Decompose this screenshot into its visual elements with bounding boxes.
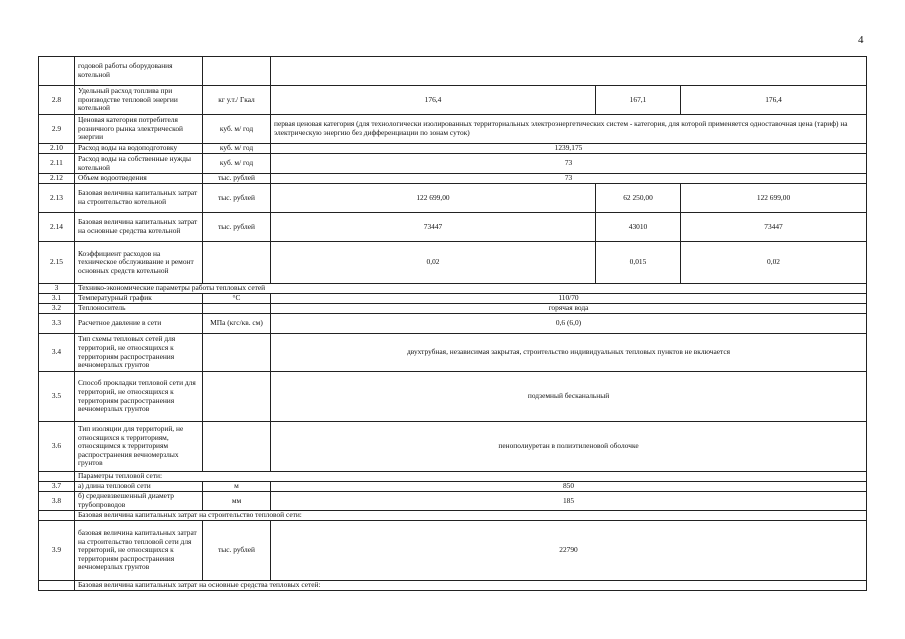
unit-cell: кг у.т./ Гкал <box>203 86 271 115</box>
section-heading: Базовая величина капитальных затрат на основные средства тепловых сетей: <box>75 581 867 591</box>
unit-cell: тыс. рублей <box>203 521 271 581</box>
parameter-name: Базовая величина капитальных затрат на основные средства котельной <box>75 213 203 242</box>
row-number: 2.15 <box>39 242 75 284</box>
section-heading: Параметры тепловой сети: <box>75 472 867 482</box>
value-cell: 122 699,00 <box>271 184 596 213</box>
parameter-name: Расчетное давление в сети <box>75 314 203 334</box>
table-row <box>39 154 867 174</box>
row-number: 2.13 <box>39 184 75 213</box>
table-row <box>39 86 867 115</box>
value-cell: пенополиуретан в полиэтиленовой оболочке <box>271 422 867 472</box>
parameter-name: Теплоноситель <box>75 304 203 314</box>
table-row <box>39 144 867 154</box>
value-cell: 0,015 <box>596 242 681 284</box>
unit-cell <box>203 242 271 284</box>
table-row <box>39 213 867 242</box>
unit-cell: МПа (кгс/кв. см) <box>203 314 271 334</box>
parameter-name: годовой работы оборудования котельной <box>75 57 203 86</box>
table-row <box>39 372 867 422</box>
value-cell: 62 250,00 <box>596 184 681 213</box>
value-cell: 0,6 (6,0) <box>271 314 867 334</box>
table-row <box>39 174 867 184</box>
parameters-table <box>38 56 867 591</box>
value-cell: 167,1 <box>596 86 681 115</box>
value-cell: 850 <box>271 482 867 492</box>
value-cell: 1239,175 <box>271 144 867 154</box>
table-row <box>39 242 867 284</box>
section-heading: Технико-экономические параметры работы тепловых сетей <box>75 284 867 294</box>
table-row <box>39 581 867 591</box>
parameter-name: Объем водоотведения <box>75 174 203 184</box>
table-row <box>39 294 867 304</box>
value-cell: горячая вода <box>271 304 867 314</box>
row-number: 3.3 <box>39 314 75 334</box>
value-cell: 73447 <box>681 213 867 242</box>
row-number: 3.5 <box>39 372 75 422</box>
unit-cell <box>203 422 271 472</box>
value-cell <box>271 57 867 86</box>
unit-cell: куб. м/ год <box>203 154 271 174</box>
unit-cell <box>203 57 271 86</box>
table-row <box>39 115 867 144</box>
table-row <box>39 511 867 521</box>
value-cell: двухтрубная, независимая закрытая, строительство индивидуальных тепловых пунктов не включается <box>271 334 867 372</box>
value-cell: 73 <box>271 174 867 184</box>
row-number: 2.10 <box>39 144 75 154</box>
parameter-name: Тип изоляции для территорий, не относящихся к территориям, относящимся к территориям распространения вечномерзлых грунтов <box>75 422 203 472</box>
unit-cell <box>203 304 271 314</box>
unit-cell: тыс. рублей <box>203 174 271 184</box>
value-cell: 176,4 <box>681 86 867 115</box>
row-number: 3.8 <box>39 492 75 511</box>
table-row <box>39 521 867 581</box>
unit-cell: куб. м/ год <box>203 144 271 154</box>
row-number: 3.6 <box>39 422 75 472</box>
unit-cell: мм <box>203 492 271 511</box>
value-cell: 43010 <box>596 213 681 242</box>
row-number: 3 <box>39 284 75 294</box>
table-row <box>39 492 867 511</box>
unit-cell: м <box>203 482 271 492</box>
value-cell: 110/70 <box>271 294 867 304</box>
row-number: 3.1 <box>39 294 75 304</box>
value-cell: подземный бесканальный <box>271 372 867 422</box>
row-number: 2.12 <box>39 174 75 184</box>
table-row <box>39 422 867 472</box>
row-number: 2.14 <box>39 213 75 242</box>
unit-cell: тыс. рублей <box>203 184 271 213</box>
table-row <box>39 482 867 492</box>
table-row <box>39 304 867 314</box>
row-number: 3.7 <box>39 482 75 492</box>
table-row <box>39 334 867 372</box>
row-number <box>39 57 75 86</box>
parameter-name: Коэффициент расходов на техническое обслуживание и ремонт основных средств котельной <box>75 242 203 284</box>
parameter-name: базовая величина капитальных затрат на строительство тепловой сети для территорий, не относящихся к территориям распространения вечномерзлых грунтов <box>75 521 203 581</box>
value-cell: 0,02 <box>271 242 596 284</box>
table-row <box>39 314 867 334</box>
table-row <box>39 57 867 86</box>
parameter-name: а) длина тепловой сети <box>75 482 203 492</box>
row-number: 3.4 <box>39 334 75 372</box>
value-cell: 73 <box>271 154 867 174</box>
parameter-name: Способ прокладки тепловой сети для территорий, не относящихся к территориям распространения вечномерзлых грунтов <box>75 372 203 422</box>
row-number: 2.8 <box>39 86 75 115</box>
parameter-name: Температурный график <box>75 294 203 304</box>
parameter-name: Базовая величина капитальных затрат на строительство котельной <box>75 184 203 213</box>
value-cell: 22790 <box>271 521 867 581</box>
unit-cell: тыс. рублей <box>203 213 271 242</box>
unit-cell: °С <box>203 294 271 304</box>
row-number: 3.9 <box>39 521 75 581</box>
page-number: 4 <box>858 34 864 46</box>
row-number: 3.2 <box>39 304 75 314</box>
row-number <box>39 472 75 482</box>
value-cell: 176,4 <box>271 86 596 115</box>
unit-cell <box>203 334 271 372</box>
value-cell: 122 699,00 <box>681 184 867 213</box>
value-cell: 0,02 <box>681 242 867 284</box>
parameter-name: Расход воды на водоподготовку <box>75 144 203 154</box>
unit-cell <box>203 372 271 422</box>
row-number <box>39 511 75 521</box>
row-number <box>39 581 75 591</box>
parameter-name: Расход воды на собственные нужды котельной <box>75 154 203 174</box>
parameter-name: б) средневзвешенный диаметр трубопроводов <box>75 492 203 511</box>
row-number: 2.9 <box>39 115 75 144</box>
unit-cell: куб. м/ год <box>203 115 271 144</box>
parameter-name: Тип схемы тепловых сетей для территорий, не относящихся к территориям распространения вечномерзлых грунтов <box>75 334 203 372</box>
table-row <box>39 184 867 213</box>
value-cell: 73447 <box>271 213 596 242</box>
parameter-name: Удельный расход топлива при производстве тепловой энергии котельной <box>75 86 203 115</box>
value-cell: 185 <box>271 492 867 511</box>
row-number: 2.11 <box>39 154 75 174</box>
table-row <box>39 472 867 482</box>
section-heading: Базовая величина капитальных затрат на строительство тепловой сети: <box>75 511 867 521</box>
parameter-name: Ценовая категория потребителя розничного рынка электрической энергии <box>75 115 203 144</box>
value-cell: первая ценовая категория (для технологически изолированных территориальных электроэнергетических систем - категория, для которой применяется одноставочная цена (тариф) на электрическую энергию без дифференциации по зонам суток) <box>271 115 867 144</box>
table-row <box>39 284 867 294</box>
